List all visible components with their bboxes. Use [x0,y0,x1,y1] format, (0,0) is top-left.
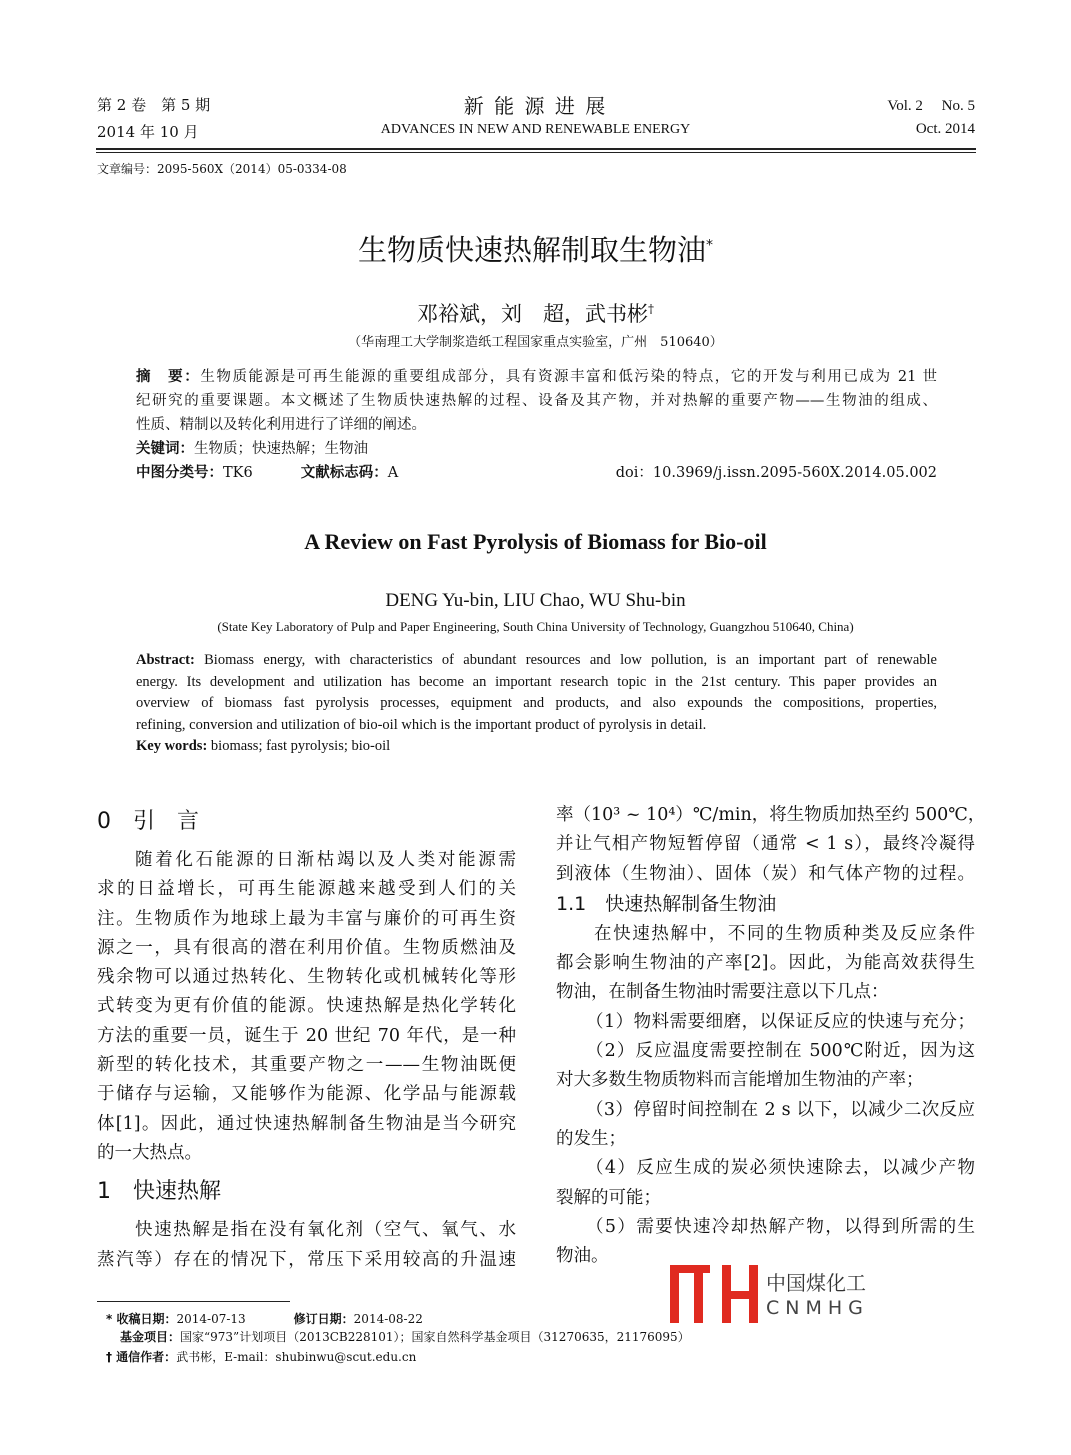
footnote-funding [120,1328,690,1347]
abstract-en-line: refining, conversion and utilization of bio-oil which is the important product of pyrolysis in detail. [136,716,707,733]
title-cn-text: 生物质快速热解制取生物油 [357,233,706,267]
abstract-en-text: Biomass energy, with characteristics of abundant resources and low pollution, is an important part of renewable [194,652,937,668]
body-line: 于储存与运输，又能够作为能源、化学品与能源载 [97,1084,516,1105]
affiliation-en: (State Key Laboratory of Pulp and Paper Engineering, South China University of Technology, Guangzhou 510640, China) [217,619,854,634]
revised-date: 2014-08-22 [353,1312,423,1326]
cnmhg-logo-icon [670,1265,760,1323]
body-line: 并让气相产物短暂停留（通常 < 1 s），最终冷凝得 [556,834,975,855]
body-line: 快速热解是指在没有氧化剂（空气、氧气、水 [135,1220,516,1241]
body-line: 的一大热点。 [97,1142,202,1163]
watermark-name-cn: 中国煤化工 [766,1271,866,1295]
corr-label: † 通信作者： [106,1350,177,1364]
clc-value: TK6 [223,465,253,481]
keywords-cn-text: 生物质；快速热解；生物油 [194,441,368,457]
journal-name-cn: 新 能 源 进 展 [463,94,608,118]
subsection-heading: 1.1 快速热解制备生物油 [556,892,777,915]
body-line: 体[1]。因此，通过快速热解制备生物油是当今研究 [97,1113,516,1134]
list-item: （4）反应生成的炭必须快速除去，以减少产物 [586,1158,975,1179]
title-footnote-mark: * [706,237,713,254]
fund-label: 基金项目： [120,1330,181,1344]
abstract-en-label: Abstract: [136,652,195,668]
body-line: 物油。 [556,1246,609,1267]
footnote-dates [106,1310,423,1329]
author-mark: † [648,302,654,316]
body-line: 裂解的可能； [556,1187,661,1208]
authors-cn [0,298,1071,328]
watermark-name-en: CNMHG [766,1297,869,1319]
footnote-corresponding [106,1348,416,1367]
doc-code-value: A [387,465,399,481]
keywords-cn-label: 关键词： [136,441,194,457]
right-column [556,801,986,1271]
corr-text: 武书彬，E-mail：shubinwu@scut.edu.cn [176,1350,417,1364]
revised-label: 修订日期： [293,1312,354,1326]
title-cn [0,228,1071,269]
body-line: 方法的重要一员，诞生于 20 世纪 70 年代，是一种 [97,1025,516,1046]
list-item: （5）需要快速冷却热解产物，以得到所需的生 [586,1216,975,1237]
doc-code-label: 文献标志码： [300,465,388,481]
title-en: A Review on Fast Pyrolysis of Biomass for Bio-oil [304,529,767,554]
body-line: 在快速热解中，不同的生物质种类及反应条件 [594,923,975,944]
body-line: 物油，在制备生物油时需要注意以下几点： [556,982,889,1003]
journal-name-en: ADVANCES IN NEW AND RENEWABLE ENERGY [380,122,691,137]
body-line: 随着化石能源的日渐枯竭以及人类对能源需 [135,850,516,870]
body-line: 注。生物质作为地球上最为丰富与廉价的可再生资 [97,908,516,929]
section-heading-introduction: 0 引 言 [97,809,199,834]
clc-label: 中图分类号： [136,465,223,481]
date-en: Oct. 2014 [915,121,975,137]
affiliation-cn: （华南理工大学制浆造纸工程国家重点实验室，广州 510640） [348,335,723,350]
keywords-en-label: Key words: [136,738,208,755]
list-item: （2）反应温度需要控制在 500℃附近，因为这 [586,1041,975,1062]
abstract-cn-text: 生物质能源是可再生能源的重要组成部分，具有资源丰富和低污染的特点，它的开发与利用已成为 21 世 [200,369,937,385]
received-label: * 收稿日期： [106,1312,177,1326]
abstract-cn-line: 性质、精制以及转化利用进行了详细的阐述。 [136,417,426,433]
header-rule-thin [96,152,976,153]
article-number: 文章编号：2095-560X（2014）05-0334-08 [97,162,347,176]
fund-text: 国家“973”计划项目（2013CB228101）；国家自然科学基金项目（31270635，21176095） [180,1330,690,1344]
body-line: 式转变为更有价值的能源。快速热解是热化学转化 [97,996,516,1017]
abstract-en-line: energy. Its development and utilization has become an important research topic in the 21st century. This paper provides an [136,673,937,690]
vol-no: Vol. 2 No. 5 [887,98,975,114]
keywords-en [136,736,937,758]
abstract-cn-label: 摘 要： [136,369,201,385]
list-item: （1）物料需要细磨，以保证反应的快速与充分； [586,1011,975,1032]
received-date: 2014-07-13 [176,1312,246,1326]
body-line: 率（10³ ~ 10⁴）℃/min，将生物质加热至约 500℃， [556,805,986,825]
header-rule [96,148,976,150]
keywords-cn [136,437,937,461]
body-line: 蒸汽等）存在的情况下，常压下采用较高的升温速 [97,1249,516,1270]
left-column [97,798,516,1275]
abstract-en-line: overview of biomass fast pyrolysis processes, equipment and products, and also expounds the compositions, properties, [136,695,937,712]
abstract-cn-line: 纪研究的重要课题。本文概述了生物质快速热解的过程、设备及其产物，并对热解的重要产物——生物油的组成、 [136,393,937,409]
body-line: 的发生； [556,1128,626,1149]
body-line: 新型的转化技术，其重要产物之一——生物油既便 [97,1055,516,1076]
section-heading-fast-pyrolysis: 1 快速热解 [97,1179,221,1205]
classification-line [136,461,937,485]
body-line: 到液体（生物油）、固体（炭）和气体产物的过程。 [556,863,975,884]
date-cn: 2014 年 10 月 [97,123,199,141]
watermark-logo [670,1265,880,1325]
abstract-en-line [136,650,937,672]
keywords-en-text: biomass; fast pyrolysis; bio-oil [207,738,391,755]
body-line: 源之一，具有很高的潜在利用价值。生物质燃油及 [97,937,516,958]
footnote-rule [97,1301,290,1302]
body-line: 都会影响生物油的产率[2]。因此，为能高效获得生 [556,953,975,974]
abstract-cn [136,365,937,485]
authors-cn-text: 邓裕斌，刘 超，武书彬 [417,302,648,326]
list-item: （3）停留时间控制在 2 s 以下，以减少二次反应 [586,1099,975,1120]
body-line: 对大多数生物质物料而言能增加生物油的产率； [556,1070,924,1091]
abstract-en [136,650,937,758]
body-line: 残余物可以通过热转化、生物转化或机械转化等形 [97,967,516,988]
authors-en: DENG Yu-bin, LIU Chao, WU Shu-bin [385,590,686,611]
volume-issue: 第 2 卷 第 5 期 [97,96,211,114]
body-line: 求的日益增长，可再生能源越来越受到人们的关 [97,879,516,900]
abstract-cn-line [136,365,937,389]
doi[interactable]: doi：10.3969/j.issn.2095-560X.2014.05.002 [615,465,937,481]
